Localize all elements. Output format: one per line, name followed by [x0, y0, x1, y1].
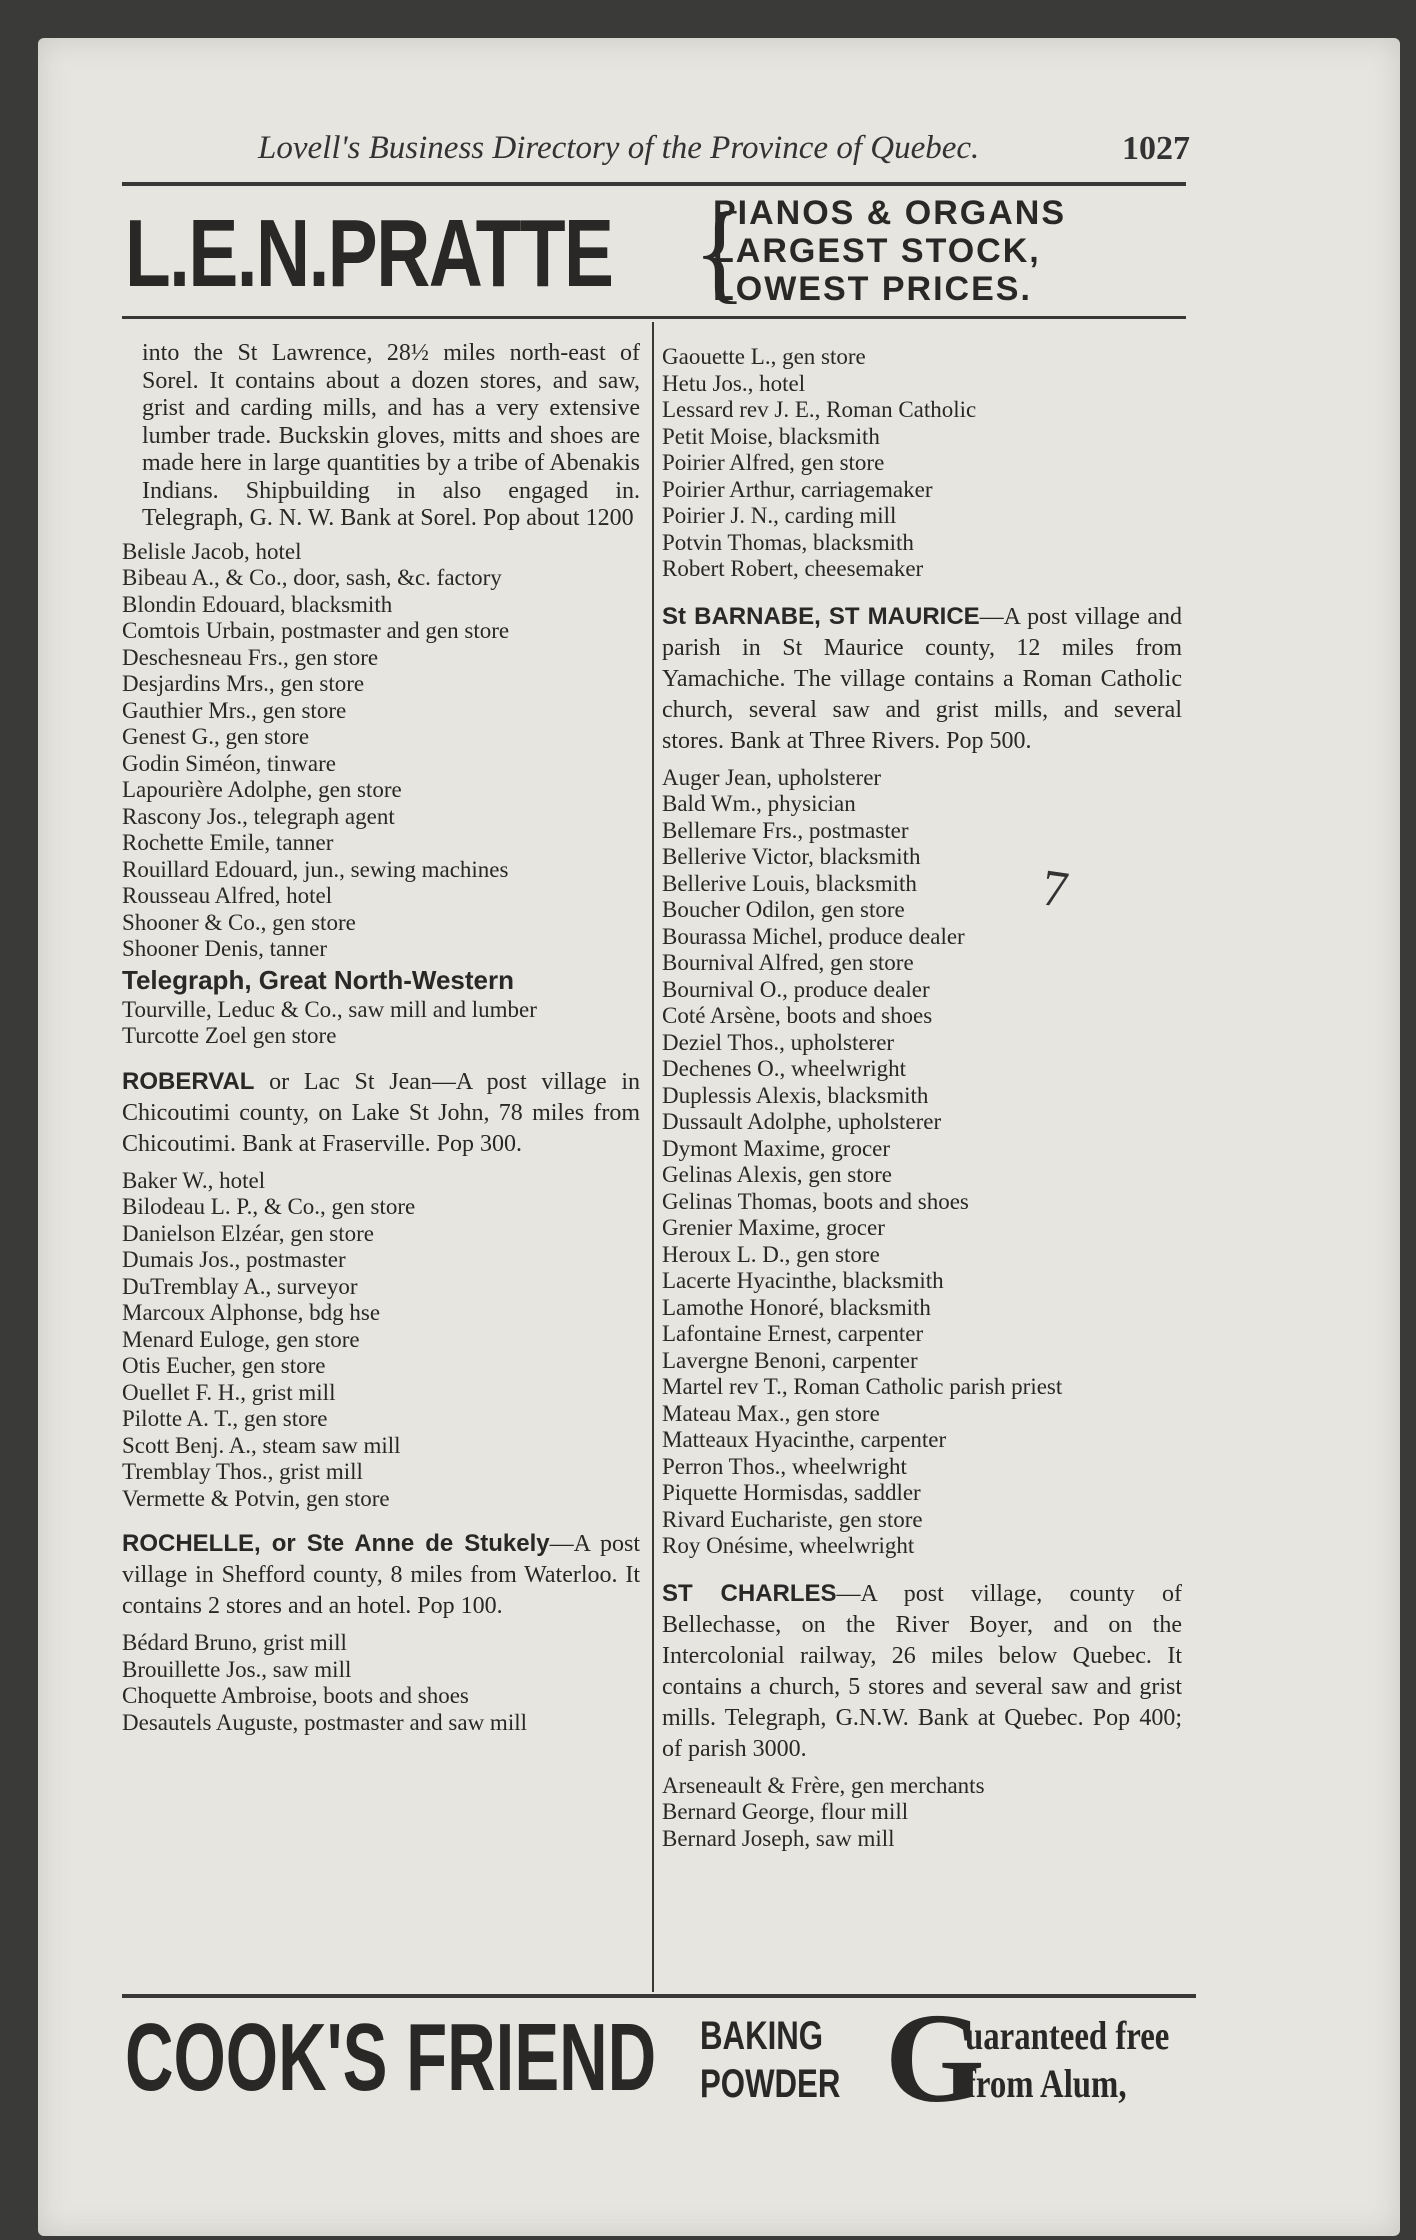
directory-entry: Coté Arsène, boots and shoes	[662, 1003, 933, 1028]
directory-entry: Bernard George, flour mill	[662, 1799, 909, 1824]
directory-entry: Bernard Joseph, saw mill	[662, 1825, 895, 1851]
banner-rule	[122, 316, 1186, 319]
directory-entry: Duplessis Alexis, blacksmith	[662, 1082, 929, 1108]
directory-entry: Shooner Denis, tanner	[122, 936, 328, 961]
roberval-section	[122, 1066, 640, 1160]
directory-entry: Rousseau Alfred, hotel	[122, 883, 333, 908]
rochelle-heading: ROCHELLE, or Ste Anne de Stukely	[122, 1530, 550, 1557]
directory-entry: Lamothe Honoré, blacksmith	[662, 1294, 931, 1320]
directory-entry: Deschesneau Frs., gen store	[122, 644, 379, 670]
directory-entry: Gelinas Alexis, gen store	[662, 1162, 892, 1187]
directory-entry: Hetu Jos., hotel	[662, 370, 806, 396]
entry-list-2	[122, 997, 640, 1050]
barnabe-heading: St BARNABE, ST MAURICE	[662, 602, 980, 630]
claim-line-1: uaranteed free	[965, 2013, 1170, 2058]
intro-paragraph: into the St Lawrence, 28½ miles north-east of Sorel. It contains about a dozen stores, and saw, grist and carding mills, and has a very extensive lumber trade. Buckskin gloves, mitts and shoes are made here in large quantities by a tribe of Abenakis Indians. Shipbuilding in also engaged in. Telegraph, G. N. W. Bank at Sorel. Pop about 1200	[142, 340, 640, 531]
rochelle-section	[122, 1528, 640, 1622]
directory-entry: Comtois Urbain, postmaster and gen store	[122, 618, 510, 643]
entry-list-1	[122, 539, 640, 963]
product-line-1: BAKING	[700, 2014, 824, 2058]
cooks-friend-name: COOK'S FRIEND	[125, 2004, 657, 2111]
directory-entry: Perron Thos., wheelwright	[662, 1453, 907, 1479]
directory-entry: Poirier J. N., carding mill	[662, 503, 897, 528]
barnabe-description: —A post village and parish in St Maurice county, 12 miles from Yamachiche. The village contains a Roman Catholic church, several saw and grist mills, and several stores. Bank at Three Rivers. Pop 500.	[662, 603, 1182, 754]
charles-section	[662, 1578, 1182, 1765]
directory-entry: Dumais Jos., postmaster	[122, 1247, 346, 1272]
right-column	[662, 344, 1182, 1852]
directory-entry: Robert Robert, cheesemaker	[662, 556, 924, 581]
barnabe-entries	[662, 765, 1182, 1560]
directory-entry: Rascony Jos., telegraph agent	[122, 803, 395, 829]
running-title: Lovell's Business Directory of the Province of Quebec.	[258, 130, 980, 166]
pratte-line-2: LARGEST STOCK,	[713, 232, 1041, 270]
directory-entry: Boucher Odilon, gen store	[662, 897, 905, 922]
directory-entry: Mateau Max., gen store	[662, 1400, 880, 1426]
charles-heading: ST CHARLES	[662, 1579, 837, 1607]
directory-entry: Bald Wm., physician	[662, 791, 856, 816]
directory-entry: Potvin Thomas, blacksmith	[662, 529, 914, 555]
directory-entry: Blondin Edouard, blacksmith	[122, 591, 393, 617]
directory-entry: Roy Onésime, wheelwright	[662, 1533, 915, 1558]
directory-entry: Gauthier Mrs., gen store	[122, 697, 347, 723]
charles-entries	[662, 1773, 1182, 1853]
page-number: 1027	[1122, 130, 1190, 167]
directory-entry: Bellerive Victor, blacksmith	[662, 844, 921, 869]
ornamental-initial: G	[885, 1987, 985, 2129]
right-entry-list-1	[662, 344, 1182, 583]
directory-entry: Arseneault & Frère, gen merchants	[662, 1772, 985, 1798]
directory-entry: Bédard Bruno, grist mill	[122, 1630, 347, 1655]
directory-entry: Deziel Thos., upholsterer	[662, 1029, 895, 1055]
pratte-name: L.E.N.PRATTE	[125, 200, 613, 307]
directory-entry: Shooner & Co., gen store	[122, 909, 356, 935]
header-rule	[122, 182, 1186, 186]
directory-entry: Bibeau A., & Co., door, sash, &c. factory	[122, 565, 502, 590]
directory-entry: Heroux L. D., gen store	[662, 1241, 880, 1267]
roberval-heading: ROBERVAL	[122, 1067, 255, 1095]
running-header	[118, 130, 1190, 180]
charles-description: —A post village, county of Bellechasse, on the River Boyer, and on the Intercolonial railway, 26 miles below Quebec. It contains a church, 5 stores and several saw and grist mills. Telegraph, G.N.W. Bank at Quebec. Pop 400; of parish 3000.	[662, 1580, 1182, 1762]
directory-entry: Piquette Hormisdas, saddler	[662, 1480, 921, 1505]
directory-entry: Otis Eucher, gen store	[122, 1353, 326, 1378]
directory-entry: Bellemare Frs., postmaster	[662, 817, 909, 843]
directory-entry: DuTremblay A., surveyor	[122, 1273, 358, 1299]
directory-entry: Lapourière Adolphe, gen store	[122, 777, 402, 802]
directory-entry: Marcoux Alphonse, bdg hse	[122, 1300, 381, 1325]
barnabe-section	[662, 601, 1182, 757]
directory-entry: Rivard Euchariste, gen store	[662, 1506, 923, 1532]
directory-entry: Belisle Jacob, hotel	[122, 538, 302, 564]
directory-entry: Grenier Maxime, grocer	[662, 1215, 885, 1240]
directory-entry: Scott Benj. A., steam saw mill	[122, 1432, 401, 1458]
directory-entry: Bournival O., produce dealer	[662, 976, 930, 1002]
rochelle-entries	[122, 1630, 640, 1736]
directory-entry: Lafontaine Ernest, carpenter	[662, 1321, 924, 1346]
left-column	[122, 340, 640, 1736]
directory-entry: Ouellet F. H., grist mill	[122, 1379, 336, 1405]
directory-entry: Bournival Alfred, gen store	[662, 950, 914, 975]
directory-entry: Dymont Maxime, grocer	[662, 1135, 891, 1161]
roberval-description: or Lac St Jean—A post village in Chicoutimi county, on Lake St John, 78 miles from Chicoutimi. Bank at Fraserville. Pop 300.	[122, 1068, 640, 1157]
directory-entry: Genest G., gen store	[122, 724, 310, 749]
directory-entry: Tourville, Leduc & Co., saw mill and lumber	[122, 996, 537, 1022]
directory-entry: Vermette & Potvin, gen store	[122, 1485, 390, 1511]
brace-glyph: {	[693, 190, 747, 314]
cooks-friend-advertisement	[125, 1987, 1200, 2129]
pratte-advertisement	[125, 192, 1185, 316]
directory-entry: Poirier Arthur, carriagemaker	[662, 476, 933, 502]
directory-entry: Rouillard Edouard, jun., sewing machines	[122, 856, 509, 882]
rochelle-description: —A post village in Shefford county, 8 miles from Waterloo. It contains 2 stores and an hotel. Pop 100.	[122, 1531, 641, 1619]
directory-entry: Lacerte Hyacinthe, blacksmith	[662, 1268, 944, 1293]
directory-entry: Brouillette Jos., saw mill	[122, 1656, 352, 1682]
directory-entry: Menard Euloge, gen store	[122, 1326, 360, 1352]
claim-line-2: from Alum,	[965, 2061, 1127, 2106]
directory-entry: Bellerive Louis, blacksmith	[662, 870, 917, 896]
directory-entry: Gelinas Thomas, boots and shoes	[662, 1188, 969, 1214]
telegraph-heading: Telegraph, Great North-Western	[122, 964, 514, 995]
column-divider	[652, 322, 654, 1992]
footer-rule	[122, 1994, 1196, 1998]
directory-entry: Lessard rev J. E., Roman Catholic	[662, 397, 977, 422]
directory-entry: Choquette Ambroise, boots and shoes	[122, 1683, 469, 1708]
directory-entry: Bilodeau L. P., & Co., gen store	[122, 1194, 416, 1219]
directory-entry: Lavergne Benoni, carpenter	[662, 1347, 918, 1373]
directory-entry: Matteaux Hyacinthe, carpenter	[662, 1427, 947, 1452]
pratte-line-1: PIANOS & ORGANS	[713, 194, 1067, 232]
directory-entry: Baker W., hotel	[122, 1167, 266, 1193]
directory-entry: Danielson Elzéar, gen store	[122, 1220, 374, 1246]
directory-entry: Pilotte A. T., gen store	[122, 1406, 328, 1431]
directory-entry: Martel rev T., Roman Catholic parish priest	[662, 1374, 1063, 1399]
directory-entry: Dussault Adolphe, upholsterer	[662, 1109, 942, 1134]
directory-entry: Desautels Auguste, postmaster and saw mill	[122, 1709, 527, 1735]
directory-entry: Desjardins Mrs., gen store	[122, 671, 365, 696]
directory-entry: Rochette Emile, tanner	[122, 830, 334, 855]
directory-entry: Tremblay Thos., grist mill	[122, 1459, 363, 1484]
directory-entry: Gaouette L., gen store	[662, 344, 866, 369]
roberval-entries	[122, 1168, 640, 1513]
pratte-line-3: LOWEST PRICES.	[713, 270, 1032, 308]
directory-entry: Dechenes O., wheelwright	[662, 1056, 906, 1081]
directory-entry: Bourassa Michel, produce dealer	[662, 923, 965, 949]
directory-entry: Petit Moise, blacksmith	[662, 423, 880, 449]
directory-entry: Godin Siméon, tinware	[122, 750, 336, 776]
product-line-2: POWDER	[700, 2062, 841, 2106]
directory-entry: Poirier Alfred, gen store	[662, 450, 885, 475]
directory-entry: Auger Jean, upholsterer	[662, 764, 882, 790]
pencil-annotation: 7	[1038, 859, 1072, 920]
directory-entry: Turcotte Zoel gen store	[122, 1023, 337, 1048]
